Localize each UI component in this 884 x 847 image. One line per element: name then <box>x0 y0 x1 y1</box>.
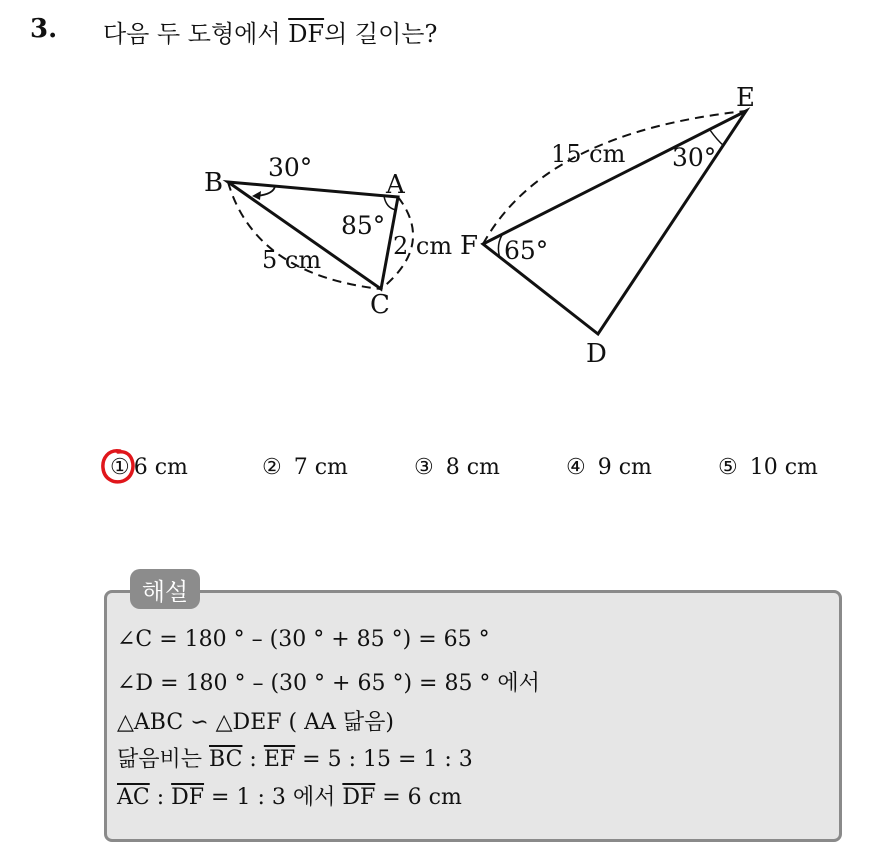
choice-1-text: 6 cm <box>133 455 188 480</box>
label-f: F <box>460 231 479 261</box>
side-bc-label: 5 cm <box>262 246 322 274</box>
choice-2[interactable] <box>262 455 348 480</box>
choice-1-mark: ① <box>110 455 130 480</box>
solution-line-3: △ABC ∽ △DEF ( AA 닮음) <box>117 710 394 735</box>
label-a: A <box>386 170 405 200</box>
solution-line-4-mid: : <box>242 747 264 772</box>
solution-line-4-pre: 닮음비는 <box>117 747 210 772</box>
choice-3-mark: ③ <box>414 455 434 480</box>
question-text-after: 의 길이는? <box>324 20 438 48</box>
label-e: E <box>736 83 755 113</box>
solution-line-5-post2: = 6 cm <box>375 785 462 810</box>
solution-line-5 <box>117 780 462 811</box>
side-ac-label: 2 cm <box>393 232 453 260</box>
segment-ac: $\overline{AC}$ <box>117 785 150 810</box>
solution-line-4 <box>117 742 473 773</box>
question-text-before: 다음 두 도형에서 <box>103 20 289 48</box>
segment-ef: $\overline{EF}$ <box>263 747 296 772</box>
solution-line-1: ∠C = 180 ° – (30 ° + 85 °) = 65 ° <box>117 627 490 652</box>
choice-4-mark: ④ <box>566 455 586 480</box>
choice-3-text: 8 cm <box>445 455 500 480</box>
label-d: D <box>586 339 607 369</box>
triangles-figure <box>0 0 884 420</box>
angle-f-arc <box>498 235 502 258</box>
choice-1[interactable] <box>110 455 188 480</box>
angle-b-label: 30° <box>268 153 313 182</box>
solution-line-5-post1: = 1 : 3 에서 <box>204 785 343 810</box>
choice-4-text: 9 cm <box>597 455 652 480</box>
angle-f-label: 65° <box>504 236 549 265</box>
segment-df-solution: $\overline{DF}$ <box>171 785 205 810</box>
choice-2-mark: ② <box>262 455 282 480</box>
segment-df-answer: $\overline{DF}$ <box>342 785 376 810</box>
segment-df: $\overline{DF}$ <box>288 20 325 48</box>
choice-3[interactable] <box>414 455 500 480</box>
angle-e-label: 30° <box>672 143 717 172</box>
choice-5-text: 10 cm <box>749 455 818 480</box>
solution-line-5-mid: : <box>149 785 172 810</box>
choice-5[interactable] <box>718 455 818 480</box>
angle-a-label: 85° <box>341 211 386 240</box>
choice-4[interactable] <box>566 455 652 480</box>
solution-line-2: ∠D = 180 ° – (30 ° + 65 °) = 85 ° 에서 <box>117 671 540 696</box>
segment-bc: $\overline{BC}$ <box>209 747 243 772</box>
solution-tag: 해설 <box>130 569 200 609</box>
side-ef-label: 15 cm <box>551 140 626 168</box>
choice-5-mark: ⑤ <box>718 455 738 480</box>
solution-line-4-post: = 5 : 15 = 1 : 3 <box>295 747 473 772</box>
label-c: C <box>370 290 390 320</box>
choice-2-text: 7 cm <box>293 455 348 480</box>
label-b: B <box>204 168 224 198</box>
question-number: 3. <box>30 14 58 44</box>
